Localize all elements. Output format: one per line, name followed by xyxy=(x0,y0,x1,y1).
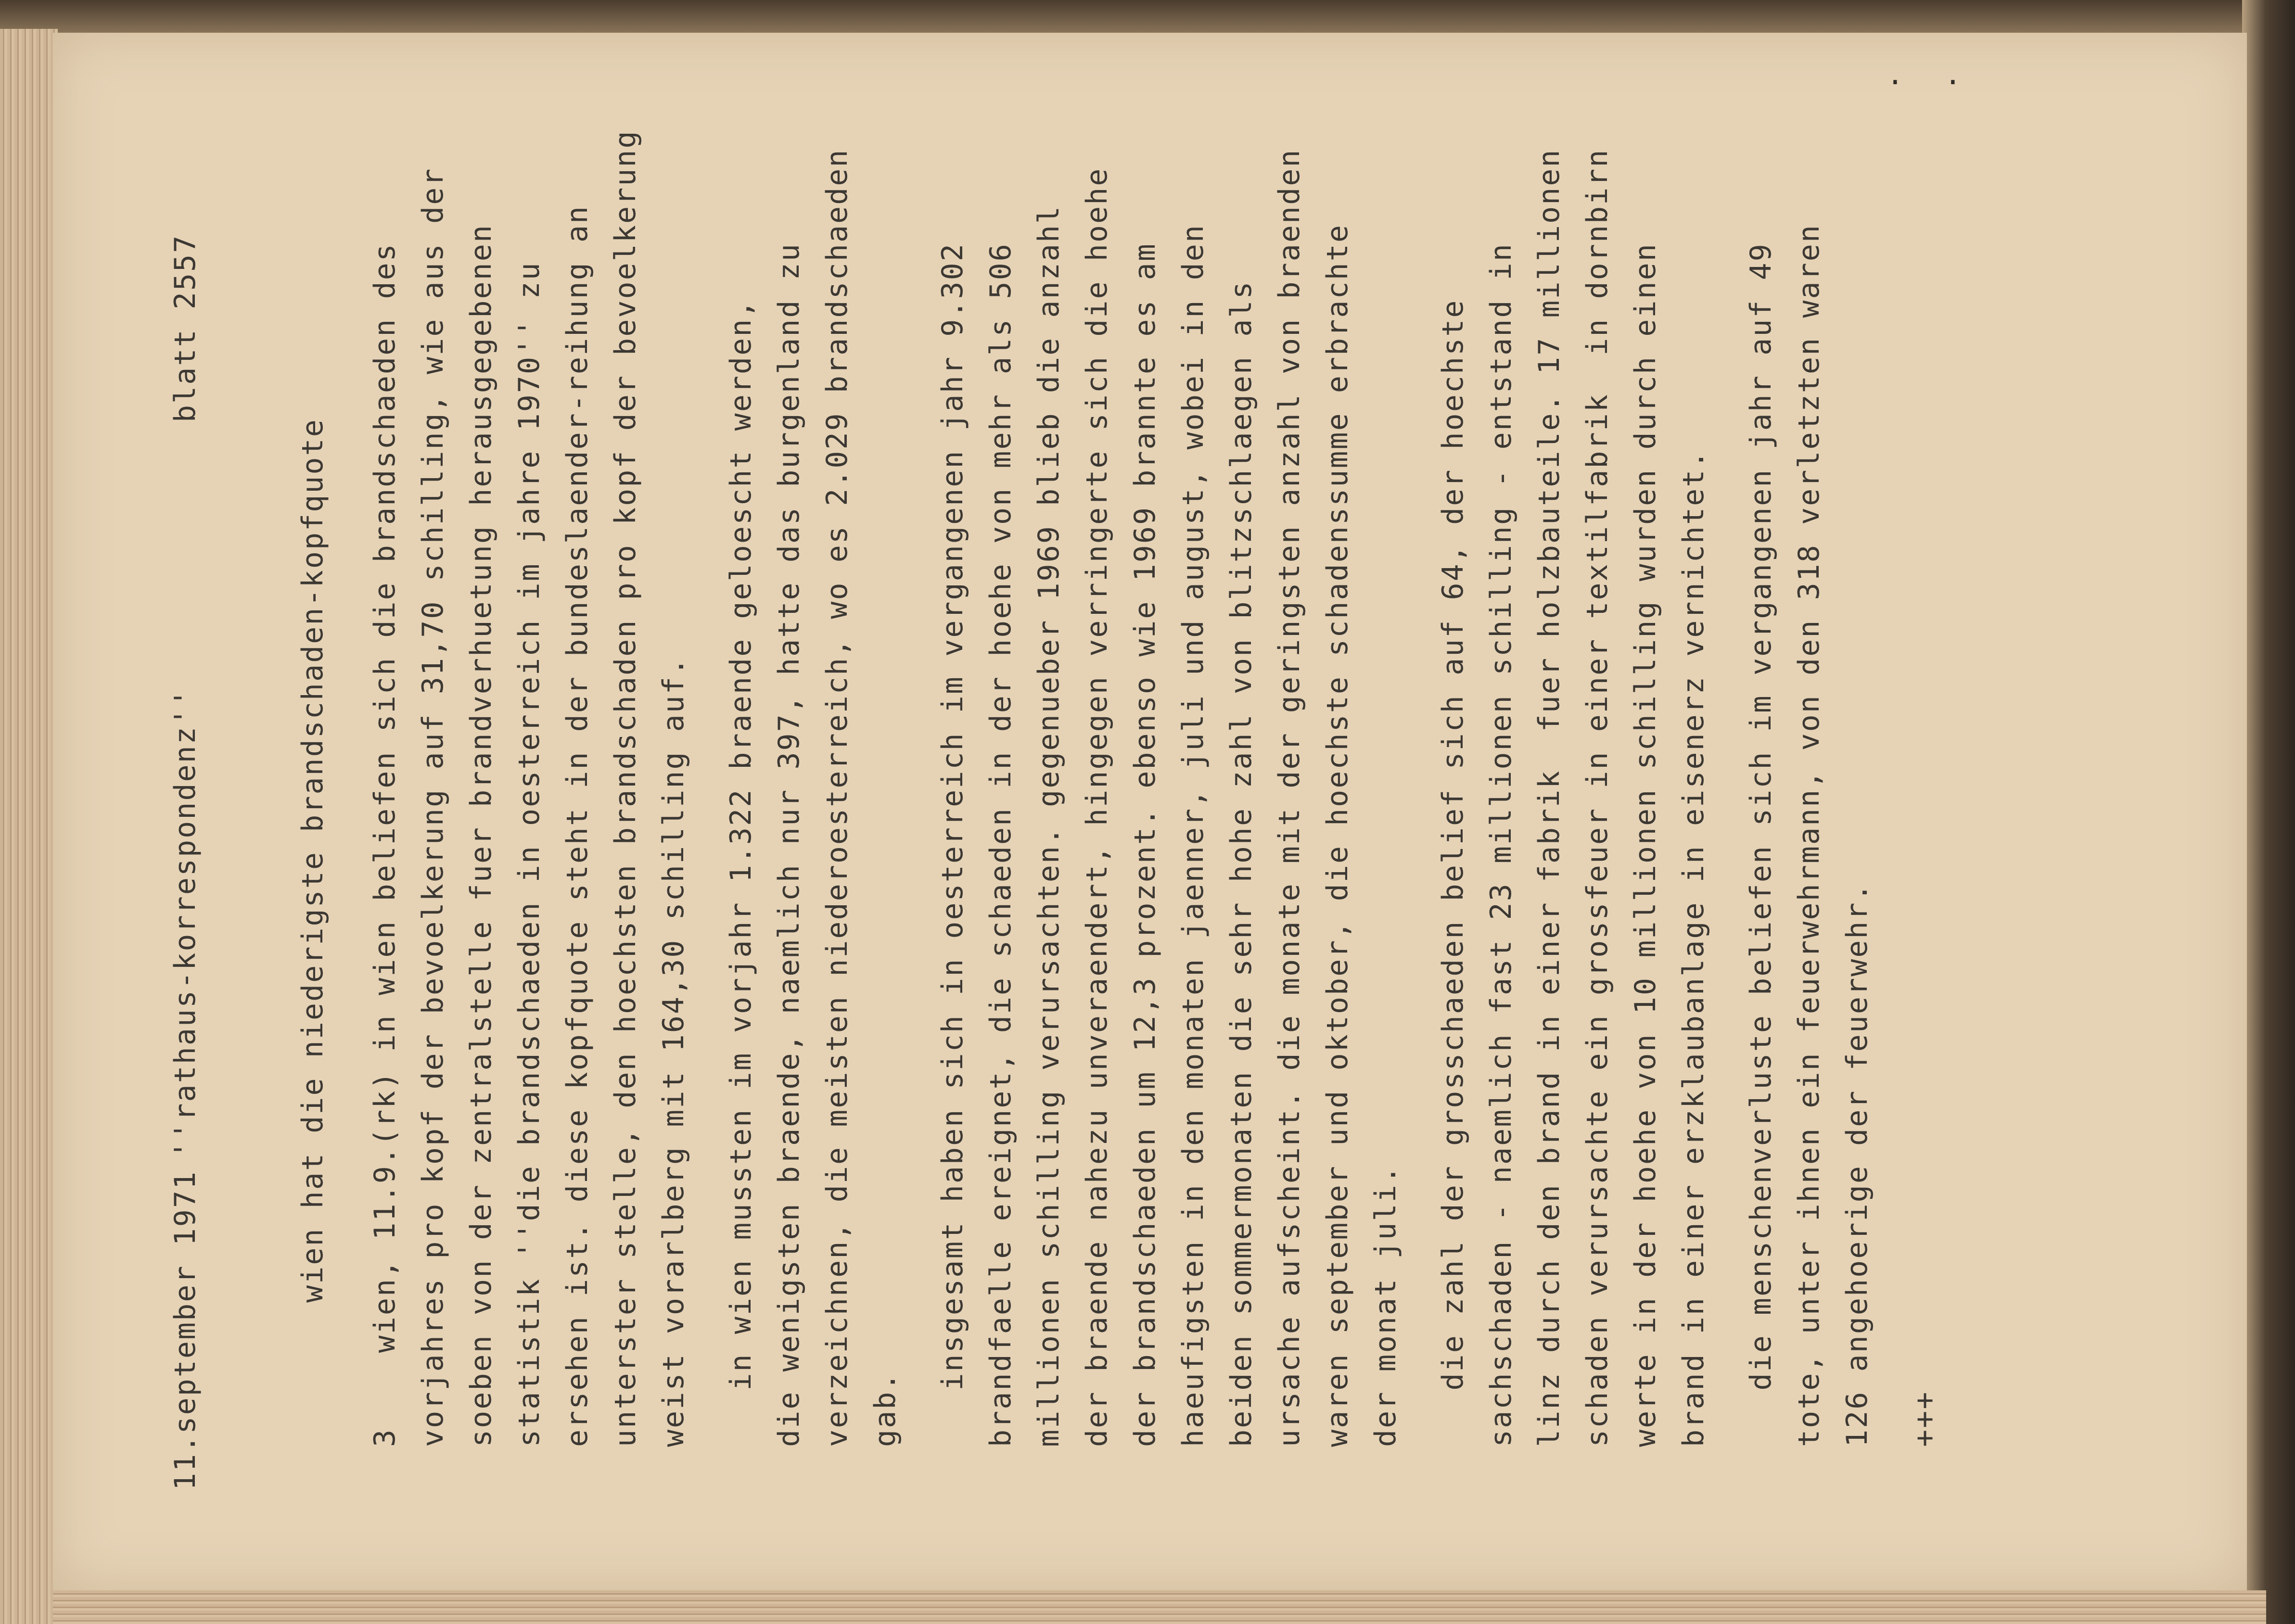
top-edge-shadow xyxy=(0,0,2295,34)
document-title: wien hat die niederigste brandschaden-kopfquote xyxy=(296,418,330,1303)
document-paper xyxy=(53,33,2247,1591)
p4-line-6: brand in einer erzklaubanlage in eisenerz vernichtet. xyxy=(1677,449,1710,1447)
p3-line-4: der braende nahezu unveraendert, hingegen verringerte sich die hoehe xyxy=(1080,167,1114,1447)
p4-line-4: schaden verursachte ein grossfeuer in einer textilfabrik in dornbirn xyxy=(1581,148,1614,1447)
p1-line-2: vorjahres pro kopf der bevoelkerung auf 31,70 schilling, wie aus der xyxy=(416,167,450,1447)
right-edge-shadow xyxy=(2242,0,2295,1624)
p5-line-1: die menschenverluste beliefen sich im vergangenen jahr auf 49 xyxy=(1744,242,1778,1447)
p2-line-1: in wien mussten im vorjahr 1.322 braende geloescht werden, xyxy=(724,299,758,1447)
p3-line-9: waren september und oktober, die hoechste schadenssumme erbrachte xyxy=(1321,224,1354,1447)
header-page-number: blatt 2557 xyxy=(168,234,202,422)
p2-line-2: die wenigsten braende, naemlich nur 397, hatte das burgenland zu xyxy=(772,242,806,1447)
rotated-text-layer xyxy=(53,33,2247,1591)
end-mark: +++ xyxy=(1908,1390,1941,1447)
p1-line-6: unterster stelle, den hoechsten brandschaden pro kopf der bevoelkerung xyxy=(609,129,642,1447)
p4-line-2: sachschaden - naemlich fast 23 millionen schilling - entstand in xyxy=(1484,242,1518,1447)
p3-line-8: ursache aufscheint. die monate mit der geringsten anzahl von braenden xyxy=(1273,148,1306,1447)
p4-line-3: linz durch den brand in einer fabrik fuer holzbauteile. 17 millionen xyxy=(1532,148,1566,1447)
p5-line-2: tote, unter ihnen ein feuerwehrmann, von den 318 verletzten waren xyxy=(1792,224,1826,1447)
p1-line-7: weist vorarlberg mit 164,30 schilling auf. xyxy=(657,656,690,1447)
p1-line-1: 3 wien, 11.9.(rk) in wien beliefen sich die brandschaeden des xyxy=(368,242,402,1447)
left-page-stack xyxy=(0,29,58,1624)
p1-line-3: soeben von der zentralstelle fuer brandverhuetung herausgegebenen xyxy=(464,224,498,1447)
p3-line-7: beiden sommermonaten die sehr hohe zahl von blitzschlaegen als xyxy=(1224,280,1258,1447)
p3-line-5: der brandschaeden um 12,3 prozent. ebenso wie 1969 brannte es am xyxy=(1128,242,1162,1447)
p3-line-1: insgesamt haben sich in oesterreich im vergangenen jahr 9.302 xyxy=(936,242,969,1447)
p3-line-3: millionen schilling verursachten. gegenueber 1969 blieb die anzahl xyxy=(1032,204,1066,1447)
p4-line-5: werte in der hoehe von 10 millionen schilling wurden durch einen xyxy=(1629,242,1662,1447)
p5-line-3: 126 angehoerige der feuerwehr. xyxy=(1840,882,1874,1447)
p3-line-6: haeufigsten in den monaten jaenner, juli und august, wobei in den xyxy=(1176,224,1210,1447)
bottom-page-stack xyxy=(53,1590,2266,1624)
ink-dot-icon: · xyxy=(1889,63,1900,102)
p3-line-10: der monat juli. xyxy=(1369,1165,1402,1447)
p1-line-5: ersehen ist. diese kopfquote steht in der bundeslaender-reihung an xyxy=(561,204,594,1447)
header-source: ''rathaus-korrespondenz'' xyxy=(168,687,202,1158)
p1-line-4: statistik ''die brandschaeden in oesterreich im jahre 1970'' zu xyxy=(512,261,546,1447)
p3-line-2: brandfaelle ereignet, die schaeden in der hoehe von mehr als 506 xyxy=(984,242,1018,1447)
p4-line-1: die zahl der grosschaeden belief sich auf 64, der hoechste xyxy=(1436,299,1470,1447)
p2-line-4: gab. xyxy=(868,1371,902,1447)
header-date: 11.september 1971 xyxy=(168,1170,202,1490)
ink-dot-icon-2: · xyxy=(1947,63,1958,102)
p2-line-3: verzeichnen, die meisten niederoesterreich, wo es 2.029 brandschaeden xyxy=(820,148,854,1447)
